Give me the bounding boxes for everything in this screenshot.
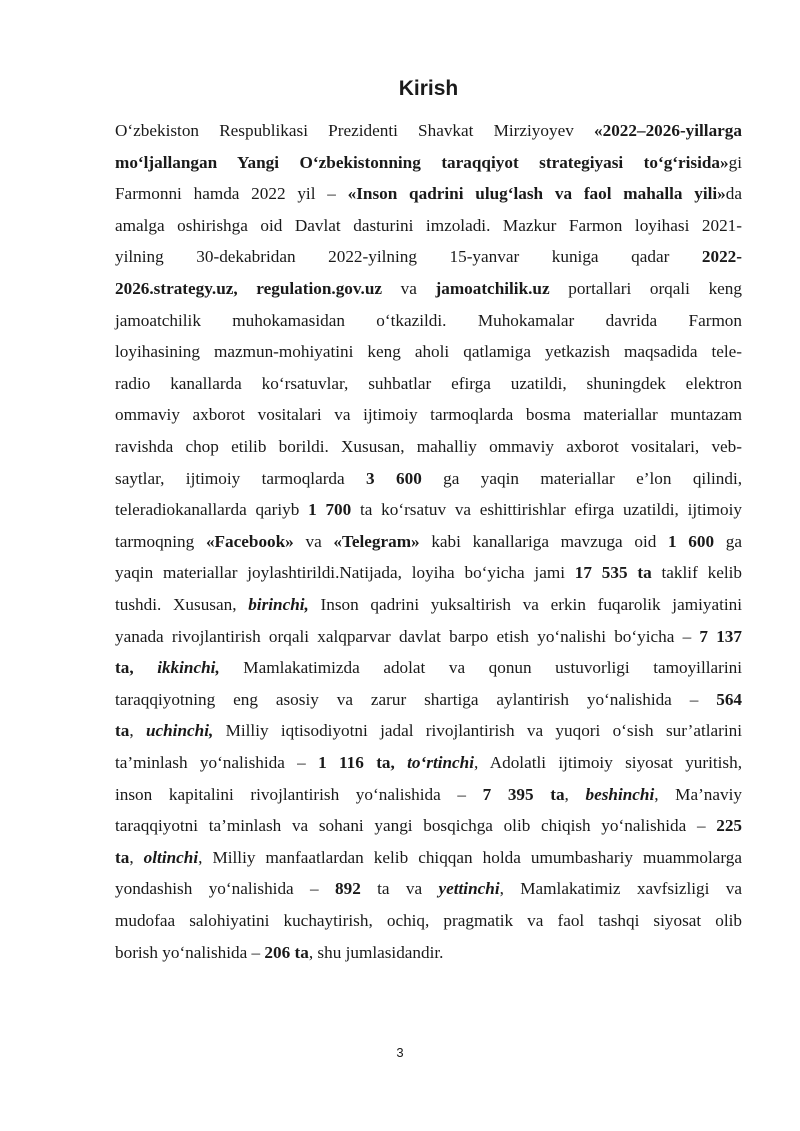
- text-run: kabi kanallariga mavzuga oid: [419, 531, 669, 551]
- text-line: [115, 431, 742, 463]
- text-line: [115, 147, 742, 179]
- text-run: yaqin materiallar joylashtirildi.Natijada, loyiha bo‘yicha jami: [115, 563, 575, 583]
- text-run: Milliy iqtisodiyotni jadal rivojlantirish va yuqori o‘sish sur’atlarini: [213, 721, 743, 741]
- text-line: [115, 115, 742, 147]
- bold-text: «2022–2026-yillarga: [594, 121, 742, 140]
- text-line: [115, 715, 742, 747]
- emphasis-text: ikkinchi,: [157, 658, 220, 678]
- text-run: jamoatchilik muhokamasidan o‘tkazildi. Muhokamalar davrida Farmon: [115, 310, 742, 330]
- text-run: , Ma’naviy: [654, 784, 742, 804]
- text-line: [115, 273, 742, 305]
- text-line: [115, 557, 742, 589]
- text-line: [115, 368, 742, 400]
- text-run: yondashish yo‘nalishida –: [115, 879, 335, 899]
- text-line: [115, 779, 742, 811]
- text-run: taklif kelib: [651, 563, 742, 583]
- bold-text: 2026.strategy.uz, regulation.gov.uz: [115, 279, 383, 298]
- emphasis-text: oltinchi: [143, 847, 199, 867]
- text-run: , Mamlakatimiz xavfsizligi va: [499, 879, 742, 899]
- text-run: amalga oshirishga oid Davlat dasturini imzoladi. Mazkur Farmon loyihasi 2021-: [115, 215, 742, 235]
- bold-text: 3 600: [366, 468, 422, 488]
- text-run: yanada rivojlantirish orqali xalqparvar davlat barpo etish yo‘nalishi bo‘yicha –: [115, 626, 700, 646]
- text-line: [115, 241, 742, 273]
- text-run: [395, 753, 407, 772]
- bold-text: 7 137: [699, 626, 742, 646]
- text-run: tushdi. Xususan,: [115, 595, 249, 614]
- bold-text: 1 700: [308, 500, 352, 520]
- text-run: mudofaa salohiyatini kuchaytirish, ochiq, pragmatik va faol tashqi siyosat olib: [115, 911, 742, 930]
- bold-text: mo‘ljallangan Yangi O‘zbekistonning taraqqiyot strategiyasi to‘g‘risida»: [115, 152, 729, 172]
- bold-text: ta: [115, 721, 130, 741]
- text-run: , shu jumlasidandir.: [308, 942, 444, 962]
- text-run: ravishda chop etilib borildi. Xususan, mahalliy ommaviy axborot vositalari, veb-: [115, 437, 742, 456]
- bold-text: 1 116 ta,: [318, 753, 395, 772]
- text-line: [115, 842, 742, 874]
- bold-text: «Facebook»: [205, 531, 294, 551]
- text-run: Farmonni hamda 2022 yil –: [115, 184, 348, 204]
- text-run: Inson qadrini yuksaltirish va erkin fuqarolik jamiyatini: [308, 595, 742, 614]
- text-run: loyihasining mazmun-mohiyatini keng aholi qatlamiga yetkazish maqsadida tele-: [115, 342, 742, 362]
- text-run: ommaviy axborot vositalari va ijtimoiy tarmoqlarda bosma materiallar muntazam: [115, 405, 742, 425]
- bold-text: 564: [716, 689, 742, 709]
- text-line: [115, 810, 742, 842]
- text-line: [115, 937, 742, 969]
- text-run: ga yaqin materiallar e’lon qilindi,: [421, 468, 743, 488]
- text-run: , Adolatli ijtimoiy siyosat yuritish,: [474, 753, 743, 772]
- page-title: Kirish: [398, 77, 459, 100]
- text-run: ta’minlash yo‘nalishida –: [115, 753, 319, 772]
- emphasis-text: to‘rtinchi: [407, 753, 475, 772]
- text-run: Mamlakatimizda adolat va qonun ustuvorligi tamoyillarini: [219, 658, 743, 678]
- bold-text: 2022-: [701, 247, 742, 267]
- text-line: [115, 589, 742, 621]
- text-run: saytlar, ijtimoiy tarmoqlarda: [115, 468, 367, 488]
- bold-text: 892: [335, 879, 361, 899]
- bold-text: «Inson qadrini ulug‘lash va faol mahalla yili»: [347, 184, 726, 204]
- bold-text: 17 535 ta: [574, 563, 652, 583]
- text-line: [115, 747, 742, 779]
- page-number: 3: [396, 1045, 404, 1060]
- bold-text: «Telegram»: [333, 531, 420, 551]
- bold-text: 225: [716, 816, 742, 836]
- text-run: O‘zbekiston Respublikasi Prezidenti Shavkat Mirziyoyev: [115, 121, 594, 140]
- text-run: , Milliy manfaatlardan kelib chiqqan holda umumbashariy muammolarga: [198, 847, 743, 867]
- text-run: radio kanallarda ko‘rsatuvlar, suhbatlar efirga uzatildi, shuningdek elektron: [115, 373, 742, 393]
- text-run: borish yo‘nalishida –: [115, 942, 265, 962]
- text-line: [115, 463, 742, 495]
- bold-text: ta: [115, 847, 130, 867]
- text-run: ga: [714, 531, 742, 551]
- text-run: va: [293, 531, 334, 551]
- text-run: tarmoqning: [115, 531, 206, 551]
- text-line: [115, 684, 742, 716]
- text-line: [115, 178, 742, 210]
- text-line: [115, 399, 742, 431]
- text-line: [115, 621, 742, 653]
- emphasis-text: beshinchi: [585, 784, 655, 804]
- bold-text: 7 395 ta: [482, 784, 565, 804]
- text-run: ta ko‘rsatuv va eshittirishlar efirga uzatildi, ijtimoiy: [351, 500, 743, 520]
- text-line: [115, 873, 742, 905]
- text-run: taraqqiyotni ta’minlash va sohani yangi bosqichga olib chiqish yo‘nalishida –: [115, 816, 717, 836]
- text-run: ,: [564, 784, 586, 804]
- text-run: da: [725, 184, 742, 204]
- text-line: [115, 305, 742, 337]
- bold-text: ta,: [115, 658, 158, 678]
- text-line: [115, 905, 742, 937]
- text-line: [115, 526, 742, 558]
- text-run: teleradiokanallarda qariyb: [115, 500, 309, 520]
- text-run: inson kapitalini rivojlantirish yo‘nalishida –: [115, 784, 483, 804]
- bold-text: jamoatchilik.uz: [435, 279, 550, 298]
- text-line: [115, 210, 742, 242]
- text-line: [115, 494, 742, 526]
- emphasis-text: uchinchi,: [145, 721, 214, 741]
- emphasis-text: birinchi,: [248, 595, 309, 614]
- text-run: ,: [129, 847, 144, 867]
- bold-text: 1 600: [668, 531, 715, 551]
- text-run: ta va: [360, 879, 439, 899]
- emphasis-text: yettinchi: [438, 879, 500, 899]
- text-run: va: [382, 279, 436, 298]
- text-run: gi: [728, 152, 742, 172]
- text-run: portallari orqali keng: [549, 279, 742, 298]
- text-run: taraqqiyotning eng asosiy va zarur shartiga aylantirish yo‘nalishida –: [115, 689, 717, 709]
- text-line: [115, 336, 742, 368]
- bold-text: 206 ta: [264, 942, 309, 962]
- text-line: [115, 652, 742, 684]
- text-run: yilning 30-dekabridan 2022-yilning 15-yanvar kuniga qadar: [115, 247, 702, 267]
- text-run: ,: [129, 721, 146, 741]
